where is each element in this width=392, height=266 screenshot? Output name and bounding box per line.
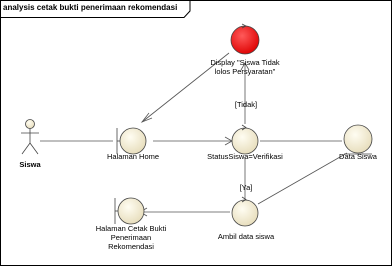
display-label-line2: lolos Persyaratan"	[214, 67, 276, 76]
display-node	[231, 24, 259, 54]
cetak-label-line2: Penerimaan	[110, 233, 152, 242]
guard-tidak: [Tidak]	[234, 100, 258, 109]
status-control-icon	[232, 125, 258, 154]
home-boundary-icon	[117, 128, 146, 154]
data-siswa-entity-icon	[344, 125, 372, 154]
arrow-to-home	[142, 113, 152, 122]
cetak-label-line3: Rekomendasi	[108, 242, 154, 251]
status-label: StatusSiswa=Verifikasi	[207, 152, 283, 161]
siswa-actor-icon	[21, 120, 39, 155]
diagram-title: analysis cetak bukti penerimaan rekomendasi	[3, 3, 178, 12]
actor-label: Siswa	[19, 160, 41, 169]
ambil-control-icon	[232, 197, 258, 226]
home-label: Halaman Home	[106, 152, 160, 161]
guard-ya: [Ya]	[239, 183, 253, 192]
connectors	[40, 53, 347, 212]
ambil-label: Ambil data siswa	[217, 232, 275, 241]
display-label-line1: Display "Siswa Tidak	[210, 58, 280, 67]
cetak-label-line1: Halaman Cetak Bukti	[95, 224, 167, 233]
cetak-boundary-icon	[115, 198, 144, 224]
diagram-frame	[1, 1, 392, 266]
data-siswa-label: Data Siswa	[339, 152, 377, 161]
